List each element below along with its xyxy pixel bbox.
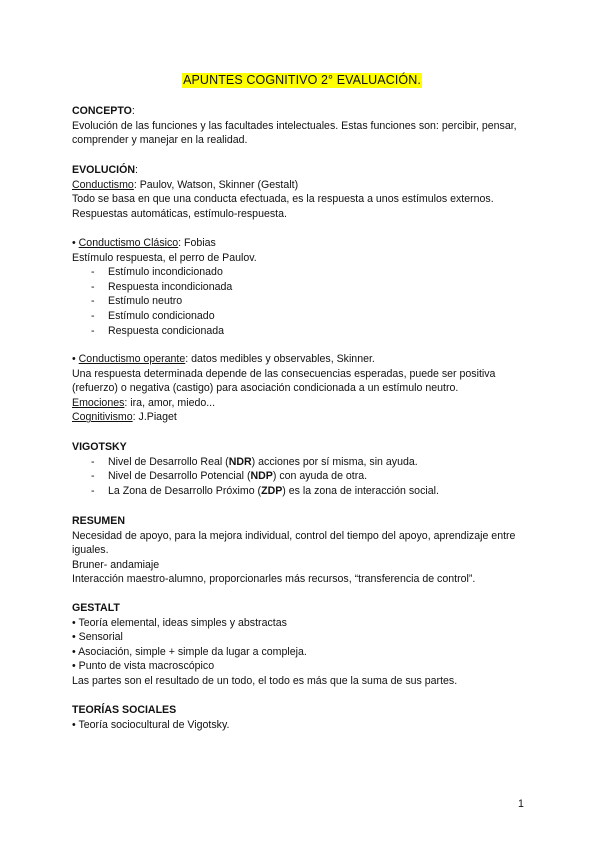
resumen-line: Bruner- andamiaje [72,558,160,571]
list-item: - Estímulo neutro [72,294,532,309]
section-gestalt [72,601,532,689]
clasico-label: Conductismo Clásico [78,237,179,249]
heading-colon: : [131,105,135,117]
conductismo-label: Conductismo [72,178,134,191]
resumen-line: Interacción maestro-alumno, proporcionarles más recursos, “transferencia de control”. [72,573,476,586]
cognitivismo-label: Cognitivismo [72,411,133,424]
list-item: - Estímulo condicionado [72,309,532,324]
heading-colon: : [134,164,138,176]
section-clasico [72,236,532,338]
gestalt-text: Las partes son el resultado de un todo, el todo es más que la suma de sus partes. [72,674,458,687]
resumen-line: Necesidad de apoyo, para la mejora individual, control del tiempo del apoyo, aprendizaje entre iguales. [72,529,516,557]
section-vigotsky [72,440,532,498]
list-item: • Sensorial [72,631,123,644]
list-item: - Nivel de Desarrollo Potencial (NDP) con ayuda de otra. [72,469,532,484]
heading-evolucion: EVOLUCIÓN [72,164,135,176]
heading-resumen: RESUMEN [72,515,125,527]
bullet: • [72,353,79,365]
list-item: • Asociación, simple + simple da lugar a compleja. [72,645,307,658]
list-item: • Teoría elemental, ideas simples y abstractas [72,616,287,629]
concepto-text: Evolución de las funciones y las facultades intelectuales. Estas funciones son: percibir, pensar, comprender y manejar en la realidad. [72,119,517,147]
operante-label: Conductismo operante [78,353,186,365]
heading-gestalt: GESTALT [72,602,120,614]
section-concepto [72,104,532,148]
acronym-zdp: ZDP [261,484,283,497]
heading-vigotsky: VIGOTSKY [72,441,127,453]
conductismo-text: Todo se basa en que una conducta efectuada, es la respuesta a unos estímulos externos. Respuestas automáticas, estímulo-respuesta. [72,193,494,220]
list-item: - Nivel de Desarrollo Real (NDR) acciones por sí misma, sin ayuda. [72,455,532,470]
conductismo-rest: : Paulov, Watson, Skinner (Gestalt) [133,178,299,191]
title-container [72,71,532,89]
operante-rest: : datos medibles y observables, Skinner. [185,353,375,365]
document-title: APUNTES COGNITIVO 2° EVALUACIÓN. [183,73,421,87]
emociones-rest: : ira, amor, miedo... [124,396,216,409]
acronym-ndr: NDR [228,455,252,468]
page-number: 1 [518,798,524,810]
heading-concepto: CONCEPTO [72,105,132,117]
list-item: - Respuesta incondicionada [72,280,532,295]
section-operante [72,352,532,425]
list-item: • Punto de vista macroscópico [72,660,215,673]
clasico-text: Estímulo respuesta, el perro de Paulov. [72,251,257,264]
operante-text: Una respuesta determinada depende de las consecuencias esperadas, puede ser positiva (refuerzo) o negativa (castigo) para asociación condicionada a un estímulo neutro. [72,367,496,395]
section-teorias-sociales [72,703,532,732]
section-resumen [72,514,532,587]
emociones-label: Emociones [72,396,125,409]
list-item: - La Zona de Desarrollo Próximo (ZDP) es la zona de interacción social. [72,484,532,499]
list-item: - Respuesta condicionada [72,324,532,339]
bullet: • [72,237,79,249]
heading-teorias-sociales: TEORÍAS SOCIALES [72,704,177,716]
clasico-rest: : Fobias [178,237,216,249]
list-item: • Teoría sociocultural de Vigotsky. [72,718,230,731]
cognitivismo-rest: : J.Piaget [132,411,177,424]
section-evolucion [72,163,532,221]
list-item: - Estímulo incondicionado [72,265,532,280]
acronym-ndp: NDP [250,470,273,483]
